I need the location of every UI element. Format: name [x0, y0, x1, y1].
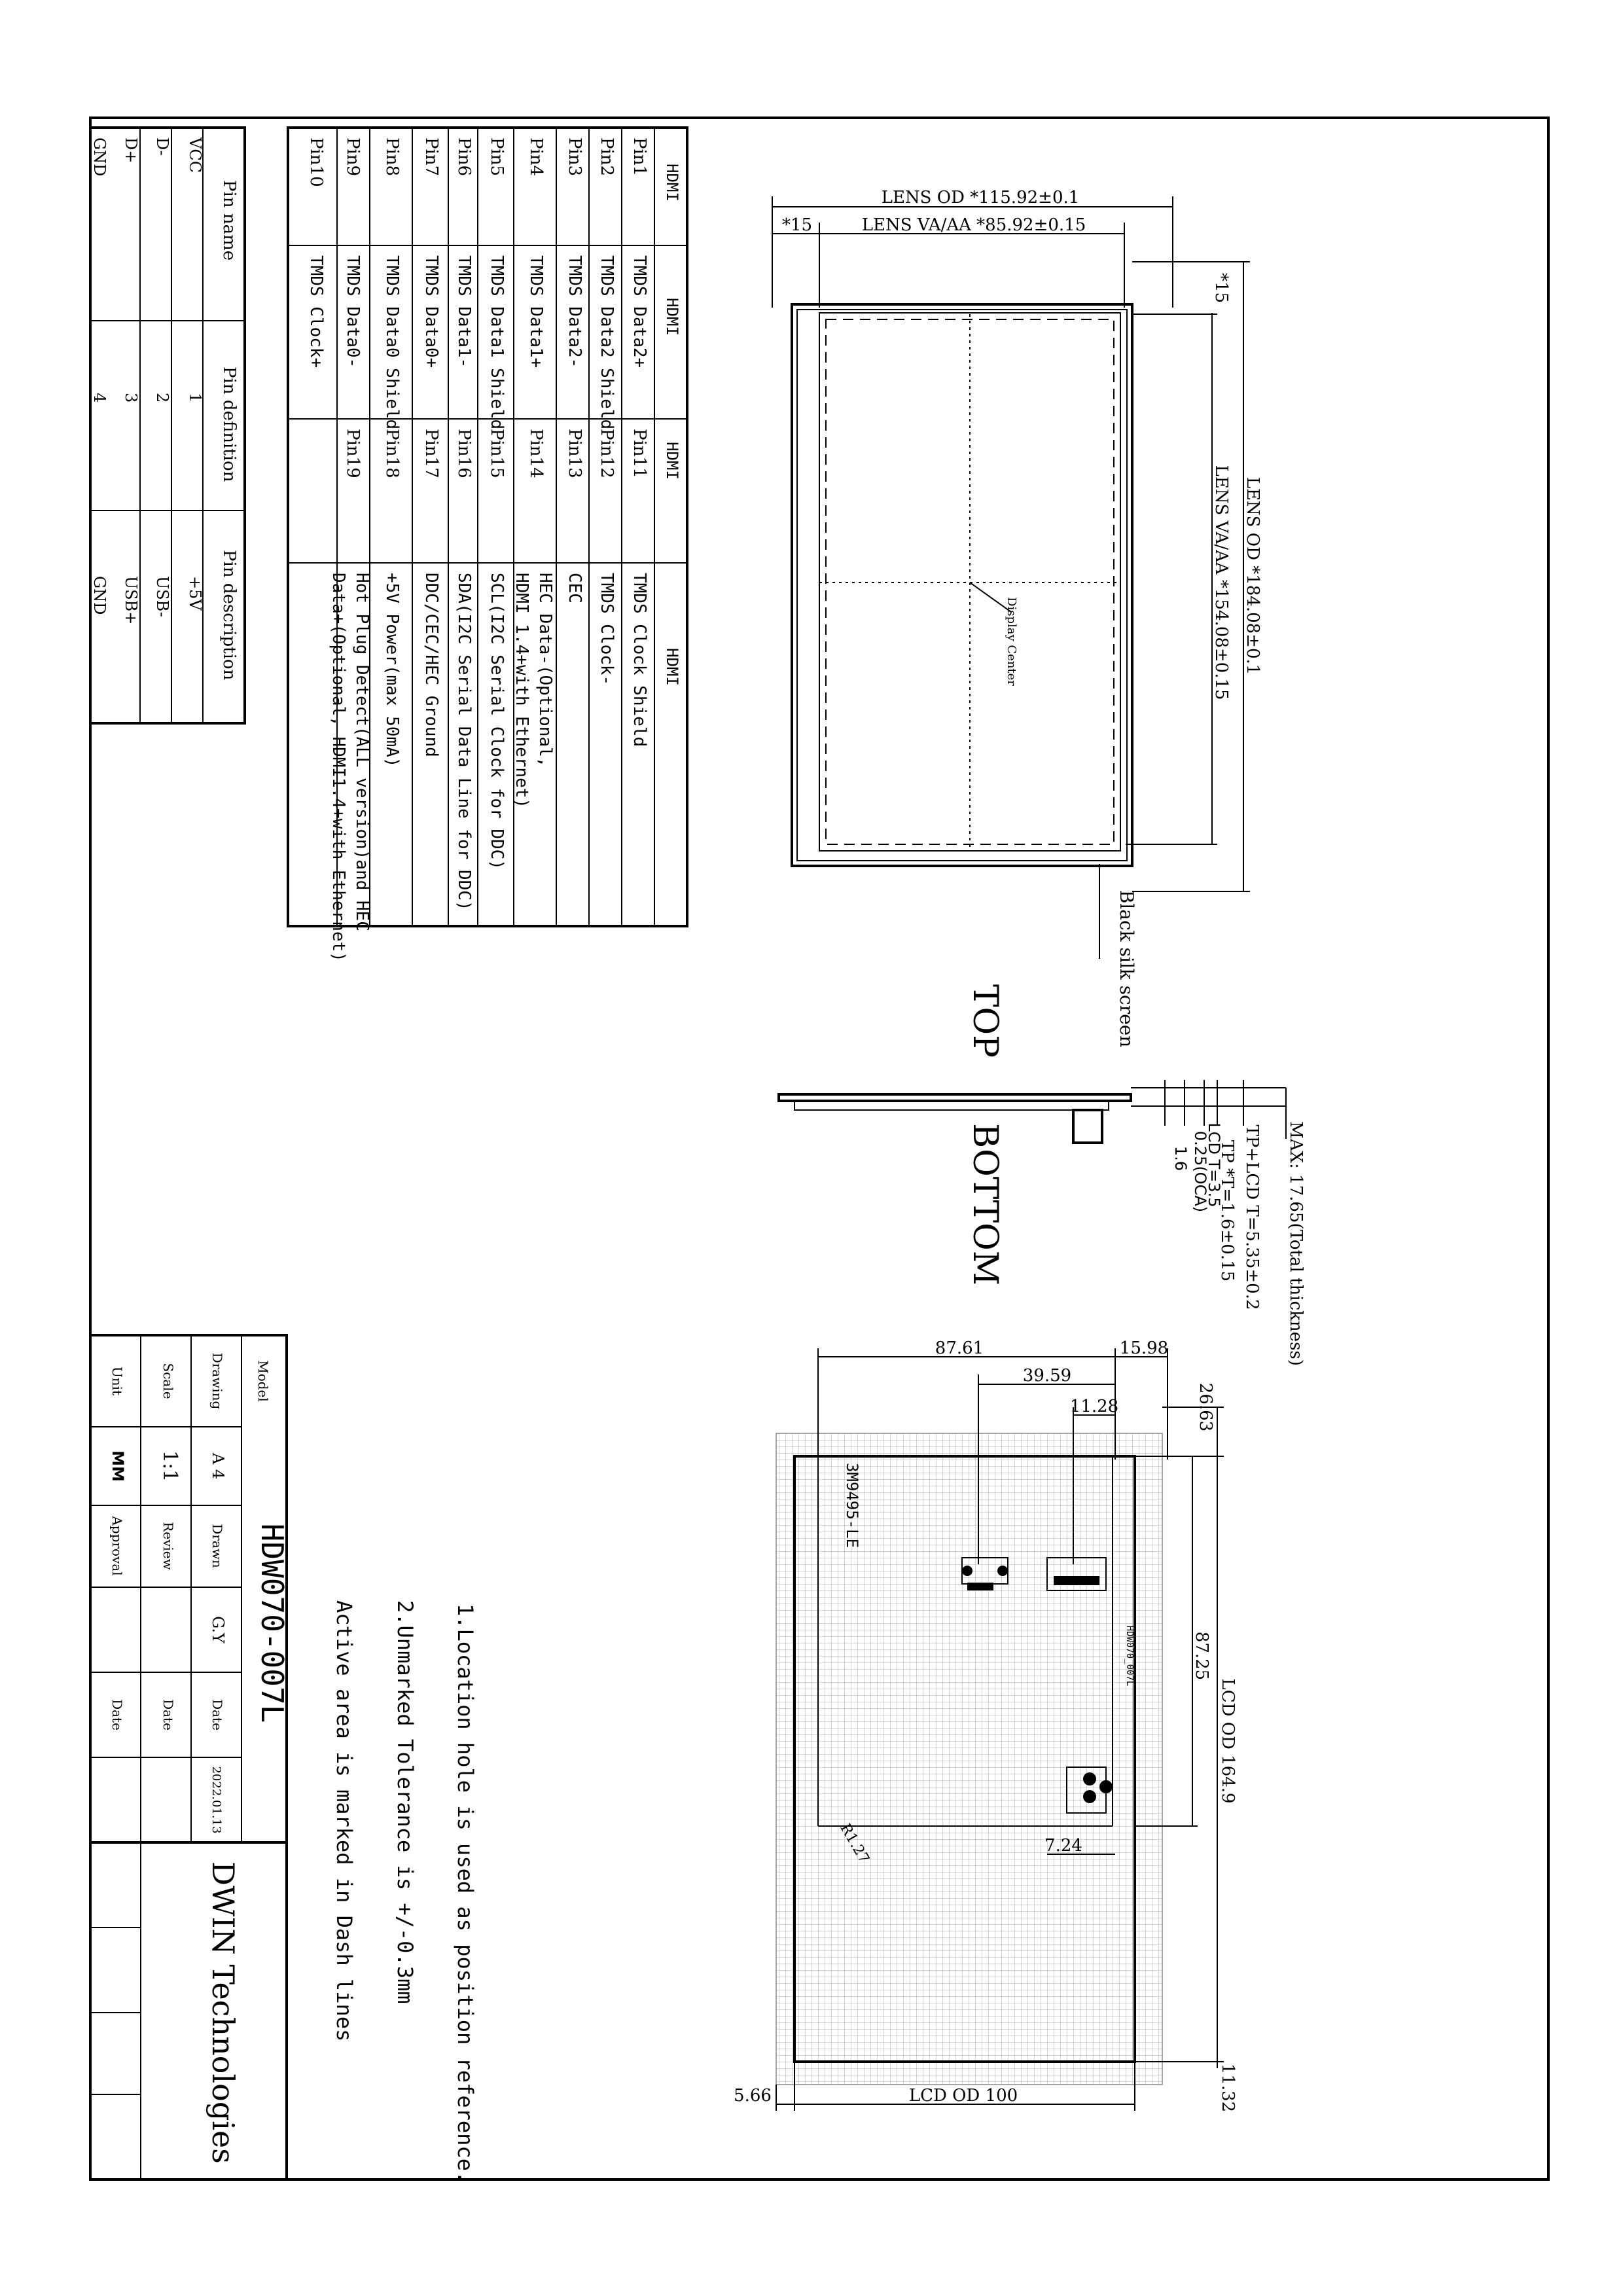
usb-def-cell: 4: [90, 393, 109, 403]
hdmi-pin-cell: Pin13: [565, 429, 584, 478]
hdmi-signal-cell: TMDS Data1+: [526, 255, 546, 368]
dim-lcd-od-100: LCD OD 100: [908, 2086, 1018, 2106]
hdmi-table-row: [306, 137, 326, 368]
hdmi-pin-cell: Pin4: [526, 137, 546, 177]
hdmi-table-row: [565, 137, 584, 603]
hdmi-pin-cell: Pin2: [597, 137, 616, 177]
hdmi-signal-cell: TMDS Data1-: [454, 255, 474, 368]
hdmi-signal-cell: TMDS Data0 Shield: [382, 255, 402, 430]
usb-desc-cell: GND: [90, 576, 109, 615]
usb-def-cell: 1: [186, 393, 204, 403]
model-label: Model: [255, 1360, 271, 1402]
usb-table-row: [186, 137, 204, 611]
hdmi-pin-cell: Pin7: [421, 137, 441, 177]
usb-name-cell: VCC: [186, 137, 204, 173]
hdmi-signal-cell: TMDS Data0+: [421, 255, 441, 368]
usb-pin-dot: [962, 1566, 972, 1576]
hdmi-pin-cell: Pin8: [382, 137, 402, 177]
hdmi-signal-cell: SDA(I2C Serial Data Line for DDC): [454, 573, 474, 911]
hdmi-pin-cell: Pin16: [454, 429, 474, 478]
border-15-h-label: *15: [781, 215, 813, 235]
hdmi-pin-cell: Pin14: [526, 429, 546, 478]
top-label: TOP: [965, 984, 1005, 1058]
hdmi-signal-cell: TMDS Data2-: [565, 255, 584, 368]
hdmi-table-row: [329, 137, 372, 962]
scale-value: 1:1: [158, 1450, 181, 1482]
top-view: [772, 188, 1262, 1058]
hdmi-signal-cell: TMDS Clock Shield: [630, 573, 649, 747]
hdmi-header-cell: HDMI: [663, 442, 681, 480]
hdmi-table-row: [382, 137, 402, 767]
note-1: 1.Location hole is used as position reference.: [453, 1604, 478, 2184]
usb-desc-cell: USB+: [122, 576, 140, 625]
hdmi-table-row: [597, 137, 616, 685]
dim-87-61: 87.61: [935, 1338, 984, 1358]
part-label: 3M9495-LE: [843, 1462, 861, 1549]
usb-name-cell: GND: [90, 137, 109, 177]
hdmi-signal-cell: DDC/CEC/HEC Ground: [421, 573, 441, 757]
side-lcd-label: LCD T=3.5: [1205, 1122, 1223, 1208]
hdmi-pin-cell: Pin11: [630, 429, 649, 478]
side-tp-lcd-label: TP+LCD T=5.35±0.2: [1242, 1124, 1262, 1310]
hdmi-signal-cell: TMDS Data1 Shield: [487, 255, 507, 430]
model-silk-label: HDW070_007L: [1124, 1625, 1135, 1687]
border-15-v-label: *15: [1211, 272, 1231, 304]
side-view: [779, 1080, 1306, 1366]
hdmi-signal-cell: HDMI 1.4+with Ethernet): [512, 573, 531, 809]
hdmi-signal-cell: TMDS Data2 Shield: [597, 255, 616, 430]
unit-value: MM: [109, 1450, 127, 1482]
usb-header-cell: Pin definition: [219, 367, 239, 482]
hdmi-pin-cell: Pin5: [487, 137, 507, 177]
dim-7-24: 7.24: [1044, 1836, 1082, 1856]
dim-39-59: 39.59: [1022, 1366, 1072, 1386]
side-connector: [1073, 1110, 1102, 1143]
lens-va-v-label: LENS VA/AA *154.08±0.15: [1211, 465, 1231, 700]
hdmi-pin-cell: Pin6: [454, 137, 474, 177]
review-label: Review: [160, 1522, 176, 1570]
hdmi-pin-cell: Pin1: [630, 137, 649, 177]
usb-def-cell: 2: [153, 393, 171, 403]
hdmi-pin-cell: Pin10: [306, 137, 326, 187]
company-name: DWIN Technologies: [205, 1861, 241, 2164]
hdmi-pin-cell: Pin9: [343, 137, 363, 177]
hdmi-table-row: [454, 137, 474, 911]
side-lcd-layer: [794, 1101, 1109, 1110]
hdmi-table-row: [487, 137, 507, 870]
hdmi-signal-cell: TMDS Data2+: [630, 255, 649, 368]
hdmi-pin-cell: Pin17: [421, 429, 441, 478]
title-block: [90, 1335, 290, 2179]
hdmi-table-row: [630, 137, 649, 747]
drawing-label: Drawing: [209, 1352, 225, 1410]
hdmi-pin-cell: Pin18: [382, 429, 402, 478]
notes: [332, 1600, 478, 2183]
display-center-label: Display Center: [1005, 597, 1018, 686]
scale-label: Scale: [160, 1363, 176, 1399]
hdmi-signal-cell: TMDS Clock-: [597, 573, 616, 686]
hdmi-signal-cell: TMDS Data0-: [343, 255, 363, 368]
silk-label: Black silk screen: [1116, 889, 1137, 1048]
dim-26-63: 26.63: [1196, 1382, 1215, 1432]
hdmi-signal-cell: Data+(Optional, HDMI1.4+with Ethernet): [329, 573, 348, 962]
usb-pin-table: [90, 128, 245, 723]
bottom-view: [734, 1338, 1238, 2112]
hdmi-signal-cell: TMDS Clock+: [306, 255, 326, 368]
usb-header-cell: Pin name: [219, 180, 239, 261]
date-label-3: Date: [109, 1699, 125, 1731]
hdmi-pin-table: [288, 128, 687, 962]
hdmi-pin-cell: Pin15: [487, 429, 507, 478]
drawn-label: Drawn: [209, 1524, 225, 1568]
hdmi-signal-cell: +5V Power(max 50mA): [382, 573, 402, 768]
usb-desc-cell: +5V: [186, 576, 204, 611]
lens-inner-outline: [797, 310, 1127, 861]
lens-outline: [792, 304, 1132, 866]
date-value: 2022.01.13: [209, 1766, 223, 1834]
drawn-value: G.Y: [209, 1616, 227, 1643]
hdmi-signal-cell: CEC: [565, 573, 584, 603]
hdmi-header-cell: HDMI: [663, 648, 681, 686]
usb-name-cell: D+: [122, 137, 140, 164]
dim-lcd-od-164: LCD OD 164.9: [1218, 1678, 1238, 1804]
side-oca-label: 0.25(OCA): [1191, 1130, 1209, 1213]
usb-header-cell: Pin description: [219, 550, 239, 681]
dim-87-25: 87.25: [1192, 1631, 1211, 1681]
dim-15-98: 15.98: [1119, 1338, 1169, 1358]
hdmi-signal-cell: Hot Plug Detect(ALL version)and HEC: [352, 573, 372, 931]
side-tp-label: TP *T=1.6±0.15: [1217, 1139, 1237, 1282]
usb-desc-cell: USB-: [153, 576, 171, 617]
dim-11-32: 11.32: [1218, 2063, 1238, 2113]
side-glass-label: 1.6: [1171, 1145, 1190, 1172]
lens-va-h-label: LENS VA/AA *85.92±0.15: [861, 215, 1086, 235]
hdmi-signal-cell: HEC Data-(Optional,: [535, 573, 555, 768]
usb-name-cell: D-: [153, 137, 171, 156]
radius-label: R1.27: [836, 1821, 872, 1867]
usb-table-row: [90, 137, 109, 615]
lens-od-h-label: LENS OD *115.92±0.1: [881, 188, 1080, 207]
usb-table-row: [153, 137, 171, 617]
hdmi-pin-cell: Pin3: [565, 137, 584, 177]
side-tp-layer: [779, 1094, 1131, 1101]
date-label: Date: [209, 1699, 225, 1731]
drawing-value: A 4: [209, 1452, 227, 1480]
hdmi-table-row: [421, 137, 441, 757]
usb-table-row: [122, 137, 140, 624]
approval-label: Approval: [109, 1516, 125, 1576]
dim-5-66: 5.66: [734, 2086, 772, 2106]
note-2: 2.Unmarked Tolerance is +/-0.3mm: [393, 1600, 418, 2004]
hdmi-table-row: [512, 137, 555, 808]
hdmi-header-cell: HDMI: [663, 298, 681, 336]
lcd-frame-hatch: [776, 1433, 1162, 2085]
lens-od-v-label: LENS OD *184.08±0.1: [1243, 476, 1262, 675]
hdmi-signal-cell: SCL(I2C Serial Clock for DDC): [487, 573, 507, 870]
hdmi-header-cell: HDMI: [663, 164, 681, 202]
dim-11-28: 11.28: [1069, 1397, 1119, 1416]
model-value: HDW070-007L: [255, 1523, 290, 1723]
hdmi-pin-cell: Pin19: [343, 429, 363, 478]
date-label-2: Date: [160, 1699, 176, 1731]
usb-def-cell: 3: [122, 393, 140, 403]
hdmi-pin-cell: Pin12: [597, 429, 616, 478]
side-max-label: MAX: 17.65(Total thickness): [1286, 1121, 1306, 1366]
unit-label: Unit: [109, 1366, 125, 1396]
note-3: Active area is marked in Dash lines: [332, 1600, 357, 2042]
bottom-label: BOTTOM: [965, 1122, 1005, 1286]
